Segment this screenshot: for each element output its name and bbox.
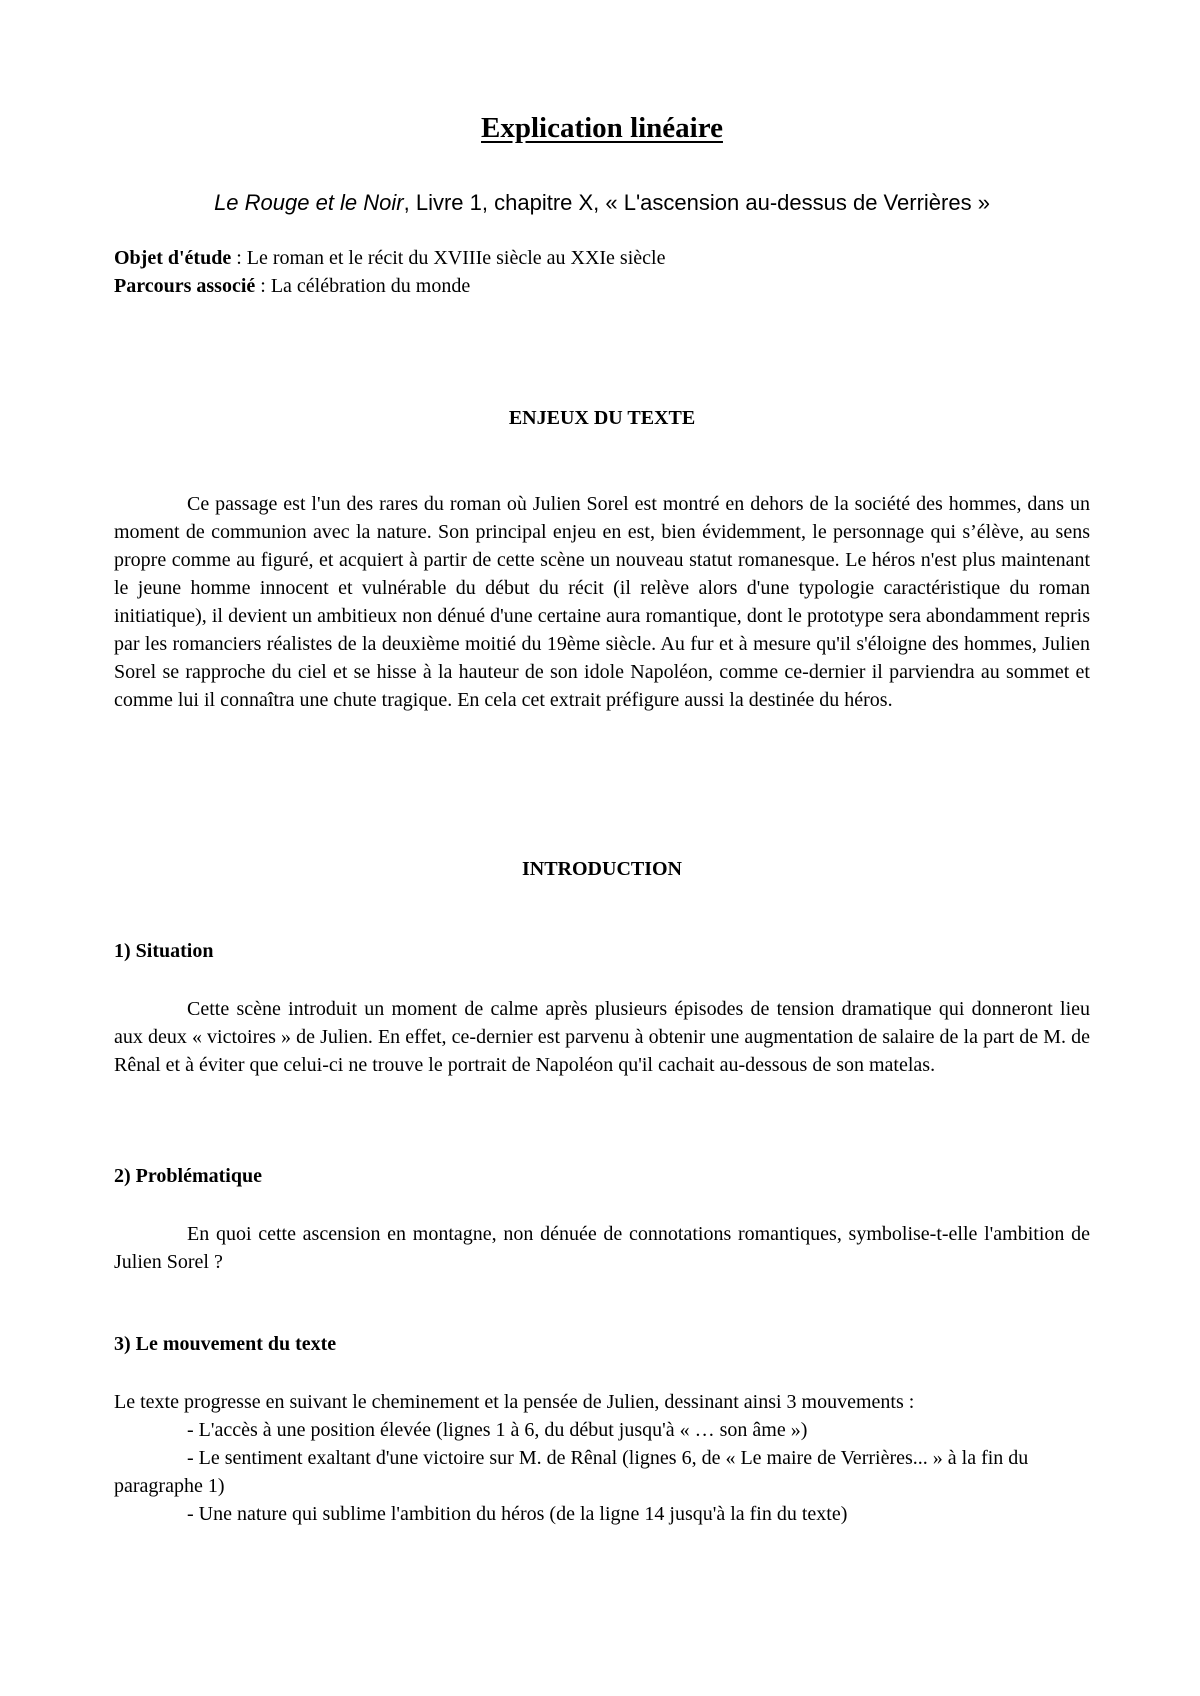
parcours-label: Parcours associé <box>114 275 256 297</box>
document-title: Explication linéaire <box>481 112 723 144</box>
parcours-line <box>114 272 1090 300</box>
mouvement-list <box>114 1416 1090 1528</box>
objet-line <box>114 244 1090 272</box>
mouvement-heading: 3) Le mouvement du texte <box>114 1333 337 1355</box>
introduction-heading: INTRODUCTION <box>521 858 683 880</box>
list-item: - Le sentiment exaltant d'une victoire sur M. de Rênal (lignes 6, de « Le maire de Verrières... » à la fin du paragraphe 1) <box>114 1447 1029 1497</box>
list-item: - Une nature qui sublime l'ambition du héros (de la ligne 14 jusqu'à la fin du texte) <box>187 1503 848 1525</box>
situation-paragraph: Cette scène introduit un moment de calme après plusieurs épisodes de tension dramatique qui donneront lieu aux deux « victoires » de Julien. En effet, ce-dernier est parvenu à obtenir une augmentation de salaire de la part de M. de Rênal et à éviter que celui-ci ne trouve le portrait de Napoléon qu'il cachait au-dessous de son matelas. <box>114 998 1090 1076</box>
problematique-paragraph: En quoi cette ascension en montagne, non dénuée de connotations romantiques, symbolise-t-elle l'ambition de Julien Sorel ? <box>114 1223 1090 1273</box>
parcours-value: : La célébration du monde <box>255 275 471 297</box>
mouvement-intro: Le texte progresse en suivant le cheminement et la pensée de Julien, dessinant ainsi 3 mouvements : <box>114 1391 915 1413</box>
situation-heading: 1) Situation <box>114 940 214 962</box>
work-title: Le Rouge et le Noir <box>214 190 404 215</box>
list-item: - L'accès à une position élevée (lignes 1 à 6, du début jusqu'à « … son âme ») <box>187 1419 808 1441</box>
subtitle-rest: , Livre 1, chapitre X, « L'ascension au-dessus de Verrières » <box>403 190 990 215</box>
objet-label: Objet d'étude <box>114 247 232 269</box>
enjeux-paragraph: Ce passage est l'un des rares du roman où Julien Sorel est montré en dehors de la société des hommes, dans un moment de communion avec la nature. Son principal enjeu en est, bien évidemment, le personnage qui s’élève, au sens propre comme au figuré, et acquiert à partir de cette scène un nouveau statut romanesque. Le héros n'est plus maintenant le jeune homme innocent et vulnérable du début du récit (il relève alors d'une typologie caractéristique du roman initiatique), il devient un ambitieux non dénué d'une certaine aura romantique, dont le prototype sera abondamment repris par les romanciers réalistes de la deuxième moitié du 19ème siècle. Au fur et à mesure qu'il s'éloigne des hommes, Julien Sorel se rapproche du ciel et se hisse à la hauteur de son idole Napoléon, comme ce-dernier il parviendra au sommet et comme lui il connaîtra une chute tragique. En cela cet extrait préfigure aussi la destinée du héros. <box>114 493 1090 711</box>
document-subtitle <box>114 190 1090 216</box>
objet-value: : Le roman et le récit du XVIIIe siècle au XXIe siècle <box>231 247 666 269</box>
problematique-heading: 2) Problématique <box>114 1165 262 1187</box>
enjeux-heading: ENJEUX DU TEXTE <box>508 407 696 429</box>
